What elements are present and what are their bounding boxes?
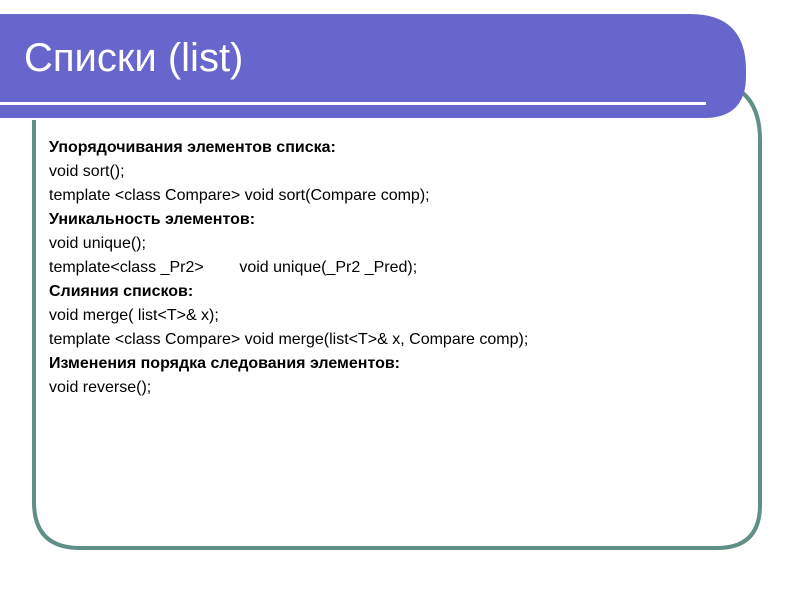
code-line-merge: void merge( list<T>& x); bbox=[49, 307, 219, 324]
code-line-unique-pred: template<class _Pr2> void unique(_Pr2 _Pred); bbox=[49, 259, 418, 276]
section-heading-reverse: Изменения порядка следования элементов: bbox=[49, 355, 400, 372]
title-underline bbox=[0, 102, 706, 105]
code-line-unique: void unique(); bbox=[49, 235, 146, 252]
slide-body bbox=[49, 136, 749, 400]
slide-title: Списки (list) bbox=[24, 36, 244, 80]
code-line-merge-compare: template <class Compare> void merge(list<T>& x, Compare comp); bbox=[49, 331, 529, 348]
code-line-sort-compare: template <class Compare> void sort(Compare comp); bbox=[49, 187, 430, 204]
section-heading-unique: Уникальность элементов: bbox=[49, 211, 256, 228]
section-heading-sort: Упорядочивания элементов списка: bbox=[49, 139, 336, 156]
section-heading-merge: Слияния списков: bbox=[49, 283, 194, 300]
code-line-reverse: void reverse(); bbox=[49, 379, 152, 396]
code-line-sort: void sort(); bbox=[49, 163, 125, 180]
